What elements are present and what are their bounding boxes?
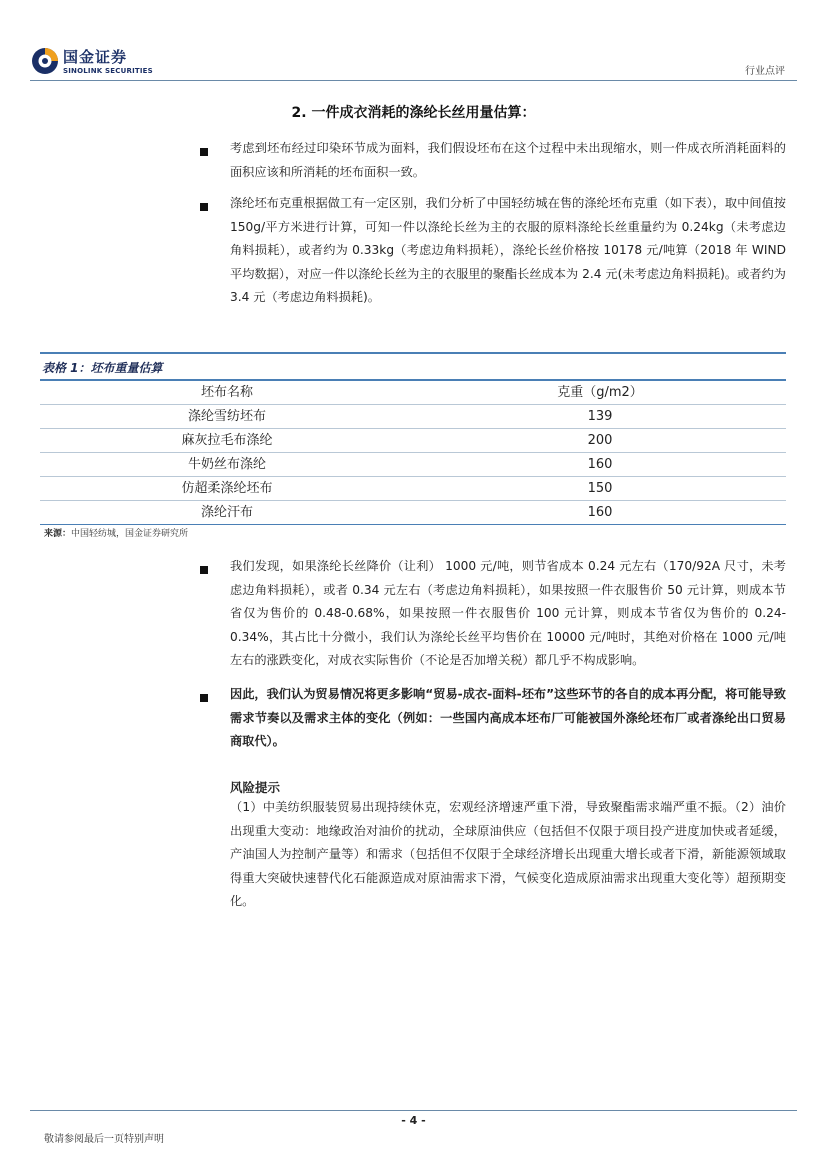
header-divider — [30, 80, 797, 81]
page-number: - 4 - — [401, 1114, 426, 1127]
table-cell-weight: 200 — [587, 433, 613, 448]
table-header-weight: 克重（g/m2） — [557, 385, 643, 400]
report-category: 行业点评 — [745, 66, 785, 77]
table-cell-name: 涤纶汗布 — [200, 505, 253, 520]
table-source — [44, 526, 188, 539]
logo-english-name: SINOLINK SECURITIES — [63, 67, 153, 75]
table-row — [40, 405, 786, 429]
table-cell-weight: 160 — [587, 505, 613, 520]
risk-title: 风险提示 — [230, 780, 281, 795]
table-cell-name: 麻灰拉毛布涤纶 — [181, 433, 273, 448]
paragraph-text: 涤纶坯布克重根据做工有一定区别，我们分析了中国轻纺城在售的涤纶坯布克重（如下表），取中间值按 150g/平方米进行计算，可知一件以涤纶长丝为主的衣服的原料涤纶长丝重量约为 0.24kg（未考虑边角料损耗），或者约为 0.33kg（考虑边角料损耗），涤纶长丝价格按 10178 元/吨算（2018 年 WIND 平均数据），对应一件以涤纶长丝为主的衣服里的聚酯长丝成本为 2.4 元(未考虑边角料损耗)。或者约为 3.4 元（考虑边角料损耗)。 — [230, 196, 786, 304]
sinolink-logo-icon — [30, 46, 60, 76]
footer-disclaimer: 敬请参阅最后一页特别声明 — [44, 1134, 164, 1145]
source-label: 来源： — [44, 529, 72, 539]
table-cell-weight: 139 — [587, 409, 613, 424]
bullet-square-icon — [200, 203, 208, 211]
table-top-rule — [40, 352, 786, 354]
logo-chinese-name: 国金证券 — [63, 48, 128, 66]
source-text: 中国轻纺城，国金证券研究所 — [71, 529, 189, 539]
paragraph-text: 考虑到坯布经过印染环节成为面料，我们假设坯布在这个过程中未出现缩水，则一件成衣所消耗面料的面积应该和所消耗的坯布面积一致。 — [230, 141, 786, 179]
footer-divider — [30, 1110, 797, 1111]
table-cell-name: 涤纶雪纺坯布 — [187, 409, 266, 424]
table-header-row — [40, 381, 786, 405]
table-row — [40, 477, 786, 501]
paragraph-text-bold: 因此，我们认为贸易情况将更多影响“贸易-成衣-面料-坯布”这些环节的各自的成本再分配，将可能导致需求节奏以及需求主体的变化（例如：一些国内高成本坯布厂可能被国外涤纶坯布厂或者涤纶出口贸易商取代）。 — [230, 687, 786, 748]
table-caption: 表格 1：坯布重量估算 — [42, 361, 163, 375]
risk-text: （1）中美纺织服装贸易出现持续休克，宏观经济增速严重下滑，导致聚酯需求端严重不振。（2）油价出现重大变动：地缘政治对油价的扰动，全球原油供应（包括但不仅限于项目投产进度加快或者延缓，产油国人为控制产量等）和需求（包括但不仅限于全球经济增长出现重大增长或者下滑，新能源领域取得重大突破快速替代化石能源造成对原油需求下滑，气候变化造成原油需求出现重大变化等）超预期变化。 — [230, 800, 786, 908]
table-row — [40, 501, 786, 525]
bullet-square-icon — [200, 148, 208, 156]
table-row — [40, 429, 786, 453]
paragraph-text: 我们发现，如果涤纶长丝降价（让利） 1000 元/吨，则节省成本 0.24 元左右（170/92A 尺寸，未考虑边角料损耗），或者 0.34 元左右（考虑边角料损耗），如果按照一件衣服售价 50 元计算，则成本节省仅为售价的 0.48-0.68%，如果按照一件衣服售价 100 元计算，则成本节省仅为售价的 0.24-0.34%，其占比十分微小，我们认为涤纶长丝平均售价在 10000 元/吨时，其绝对价格在 1000 元/吨左右的涨跌变化，对成衣实际售价（不论是否加增关税）都几乎不构成影响。 — [230, 559, 786, 667]
table-header-name: 坯布名称 — [200, 385, 253, 400]
section-title: 2. 一件成衣消耗的涤纶长丝用量估算： — [291, 105, 536, 121]
table-cell-name: 牛奶丝布涤纶 — [187, 457, 266, 472]
table-cell-weight: 150 — [587, 481, 613, 496]
table-cell-weight: 160 — [587, 457, 613, 472]
bullet-square-icon — [200, 694, 208, 702]
bullet-square-icon — [200, 566, 208, 574]
table-bottom-rule — [40, 524, 786, 525]
table-cell-name: 仿超柔涤纶坯布 — [181, 481, 273, 496]
table-row — [40, 453, 786, 477]
company-logo — [30, 46, 152, 78]
